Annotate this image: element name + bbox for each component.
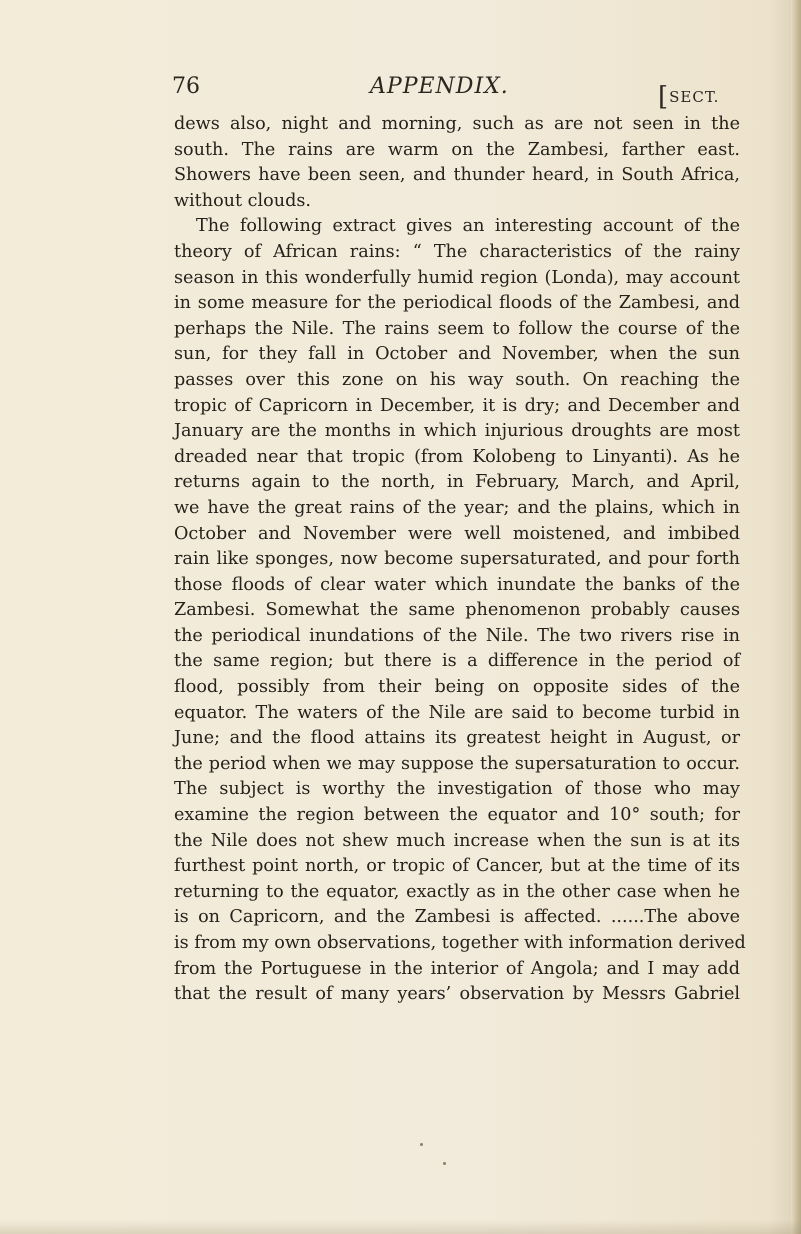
text-line: those floods of clear water which inundate the banks of the xyxy=(174,574,740,595)
text-line: perhaps the Nile. The rains seem to follow the course of the xyxy=(174,318,740,339)
text-line: passes over this zone on his way south. On reaching the xyxy=(174,369,740,390)
page-edge xyxy=(791,0,801,1234)
text-line: is from my own observations, together with information derived xyxy=(174,933,746,953)
text-line: is on Capricorn, and the Zambesi is affected. ......The above xyxy=(174,907,740,928)
text-line: furthest point north, or tropic of Cancer, but at the time of its xyxy=(174,856,740,877)
page-number: 76 xyxy=(172,74,200,99)
running-title: APPENDIX. xyxy=(370,74,509,99)
text-line: theory of African rains: “ The characteristics of the rainy xyxy=(174,241,740,262)
text-line: returns again to the north, in February, March, and April, xyxy=(174,472,740,493)
text-line: dews also, night and morning, such as are not seen in the xyxy=(174,114,740,134)
page-bottom-shadow xyxy=(0,1220,801,1234)
text-line: examine the region between the equator and 10° south; for xyxy=(174,805,740,826)
text-line: the periodical inundations of the Nile. The two rivers rise in xyxy=(174,625,740,646)
body-text xyxy=(174,112,746,1008)
section-marker xyxy=(658,74,720,112)
text-line: south. The rains are warm on the Zambesi, farther east. xyxy=(174,139,740,160)
text-line: that the result of many years’ observation by Messrs Gabriel xyxy=(174,984,740,1005)
text-line: January are the months in which injurious droughts are most xyxy=(174,421,740,442)
text-line: equator. The waters of the Nile are said to become turbid in xyxy=(174,702,740,723)
text-line: season in this wonderfully humid region (Londa), may account xyxy=(174,267,740,288)
text-line: flood, possibly from their being on opposite sides of the xyxy=(174,677,740,698)
text-line: we have the great rains of the year; and the plains, which in xyxy=(174,497,740,518)
ink-speck xyxy=(420,1143,423,1146)
section-bracket: [ xyxy=(658,82,670,112)
text-line: The subject is worthy the investigation of those who may xyxy=(174,779,740,800)
text-line: tropic of Capricorn in December, it is dry; and December and xyxy=(174,395,740,416)
text-line: the Nile does not shew much increase when the sun is at its xyxy=(174,830,740,851)
running-head xyxy=(172,74,740,112)
section-label: SECT. xyxy=(669,88,720,106)
text-line: from the Portuguese in the interior of Angola; and I may add xyxy=(174,958,740,979)
text-line: the same region; but there is a difference in the period of xyxy=(174,651,740,672)
text-line: in some measure for the periodical floods of the Zambesi, and xyxy=(174,293,740,314)
text-line: sun, for they fall in October and November, when the sun xyxy=(174,344,740,365)
text-line: June; and the flood attains its greatest height in August, or xyxy=(174,728,740,749)
text-line: Showers have been seen, and thunder heard, in South Africa, xyxy=(174,165,740,186)
text-line: the period when we may suppose the supersaturation to occur. xyxy=(174,753,740,774)
text-line: rain like sponges, now become supersaturated, and pour forth xyxy=(174,549,740,570)
text-line: Zambesi. Somewhat the same phenomenon probably causes xyxy=(174,600,740,621)
text-line: dreaded near that tropic (from Kolobeng to Linyanti). As he xyxy=(174,446,740,467)
text-line: without clouds. xyxy=(174,190,311,211)
text-line: returning to the equator, exactly as in the other case when he xyxy=(174,881,740,902)
text-line: October and November were well moistened, and imbibed xyxy=(174,523,740,544)
paragraph-start-line: The following extract gives an interesting account of the xyxy=(196,216,740,237)
ink-speck xyxy=(443,1162,446,1165)
